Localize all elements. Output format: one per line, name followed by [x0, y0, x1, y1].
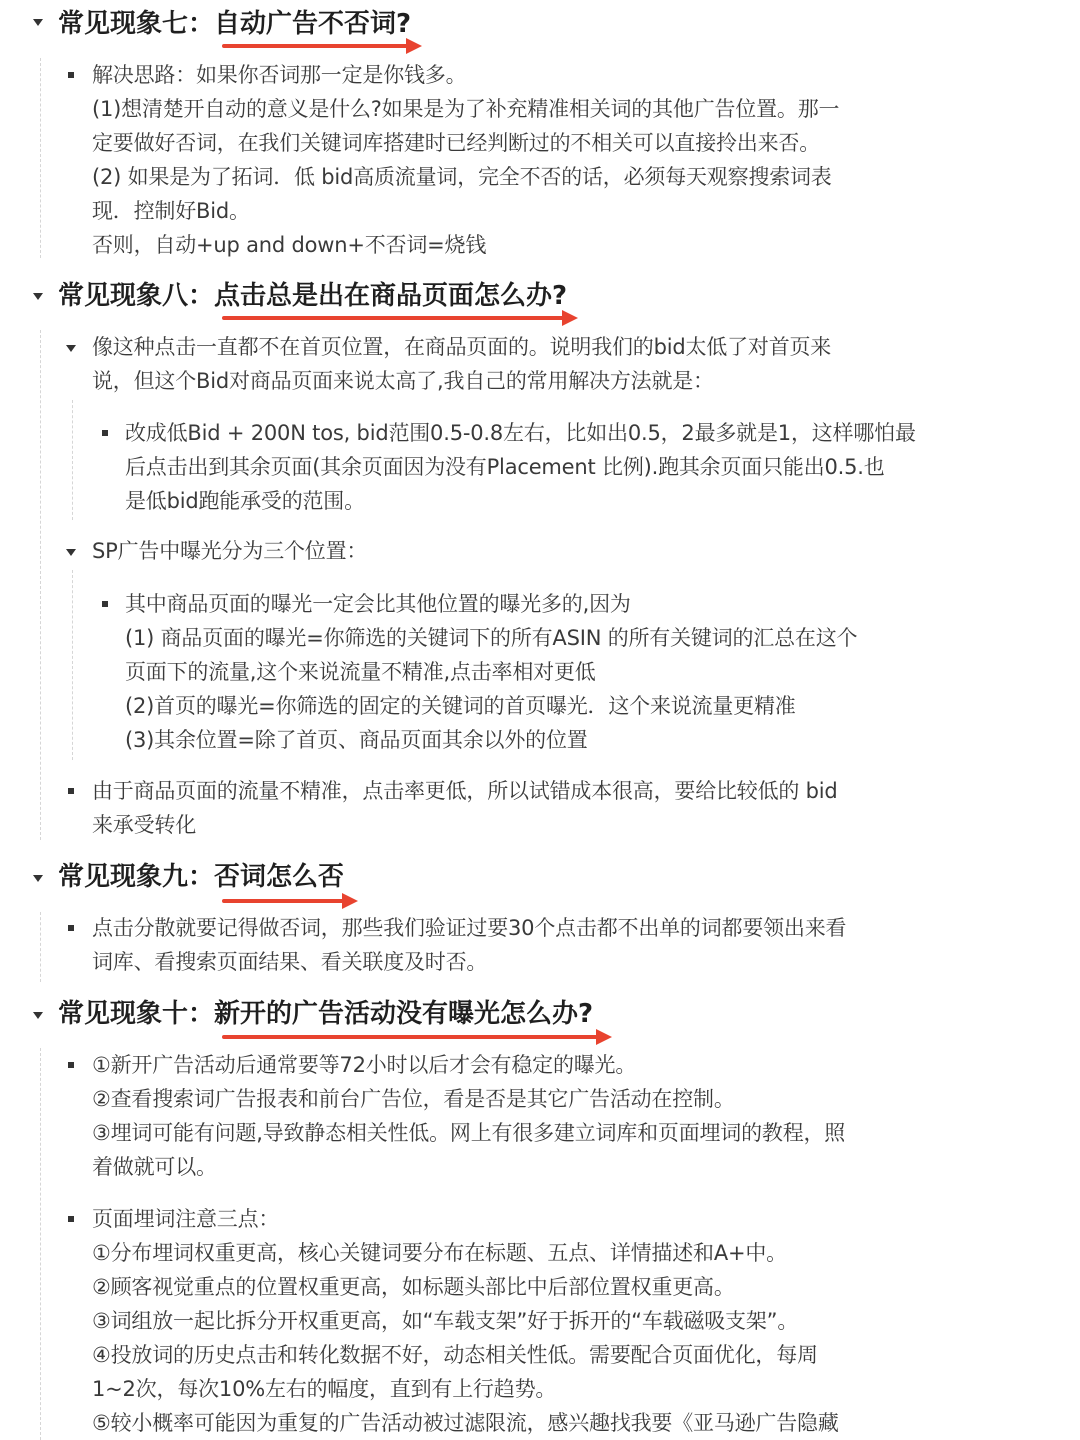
text-line: 页面下的流量,这个来说流量不精准,点击率相对更低	[125, 660, 596, 684]
section-10-heading: 常见现象十：新开的广告活动没有曝光怎么办?	[58, 999, 594, 1029]
text-line: ③埋词可能有问题,导致静态相关性低。网上有很多建立词库和页面埋词的教程，照	[92, 1121, 846, 1145]
text-line: ②查看搜索词广告报表和前台广告位，看是否是其它广告活动在控制。	[92, 1087, 735, 1111]
collapse-triangle-icon[interactable]	[66, 345, 76, 352]
bullet-icon	[68, 1062, 74, 1068]
collapse-triangle-icon[interactable]	[66, 549, 76, 556]
text-line: 像这种点击一直都不在首页位置，在商品页面的。说明我们的bid太低了对首页来	[92, 335, 832, 359]
text-line: ①分布埋词权重更高，核心关键词要分布在标题、五点、详情描述和A+中。	[92, 1241, 787, 1265]
text-line: ②顾客视觉重点的位置权重更高，如标题头部比中后部位置权重更高。	[92, 1275, 735, 1299]
red-arrow-icon	[222, 1032, 612, 1042]
text-line: 页面埋词注意三点：	[92, 1207, 280, 1231]
collapse-triangle-icon[interactable]	[33, 875, 43, 882]
text-line: 改成低Bid + 200N tos, bid范围0.5-0.8左右，比如出0.5，2最多就是1，这样哪怕最	[125, 421, 916, 445]
indent-guide	[40, 330, 41, 840]
text-line: 后点击出到其余页面(其余页面因为没有Placement 比例).跑其余页面只能出0.5.也	[125, 455, 885, 479]
collapse-triangle-icon[interactable]	[33, 19, 43, 26]
text-line: 说，但这个Bid对商品页面来说太高了,我自己的常用解决方法就是：	[92, 369, 714, 393]
bullet-icon	[68, 788, 74, 794]
text-line: (3)其余位置=除了首页、商品页面其余以外的位置	[125, 728, 588, 752]
indent-guide	[72, 570, 73, 760]
red-arrow-icon	[222, 41, 422, 51]
text-line: 是低bid跑能承受的范围。	[125, 489, 365, 513]
collapse-triangle-icon[interactable]	[33, 1012, 43, 1019]
section-7-heading: 常见现象七：自动广告不否词?	[58, 9, 412, 39]
text-line: ③词组放一起比拆分开权重更高，如“车载支架”好于拆开的“车载磁吸支架”。	[92, 1309, 799, 1333]
text-line: ①新开广告活动后通常要等72小时以后才会有稳定的曝光。	[92, 1053, 637, 1077]
indent-guide	[40, 912, 41, 982]
text-line: 其中商品页面的曝光一定会比其他位置的曝光多的,因为	[125, 592, 631, 616]
text-line: 词库、看搜索页面结果、看关联度及时否。	[92, 950, 488, 974]
red-arrow-icon	[222, 896, 358, 906]
text-line: 解决思路：如果你否词那一定是你钱多。	[92, 63, 467, 87]
text-line: 由于商品页面的流量不精准，点击率更低，所以试错成本很高，要给比较低的 bid	[92, 779, 838, 803]
bullet-icon	[68, 72, 74, 78]
text-line: 来承受转化	[92, 813, 196, 837]
indent-guide	[40, 1048, 41, 1440]
section-9-heading: 常见现象九：否词怎么否	[58, 862, 345, 892]
collapse-triangle-icon[interactable]	[33, 293, 43, 300]
text-line: (2) 如果是为了拓词．低 bid高质流量词，完全不否的话，必须每天观察搜索词表	[92, 165, 832, 189]
text-line: ⑤较小概率可能因为重复的广告活动被过滤限流，感兴趣找我要《亚马逊广告隐藏	[92, 1411, 839, 1435]
text-line: 着做就可以。	[92, 1155, 217, 1179]
red-arrow-icon	[222, 313, 578, 323]
bullet-icon	[68, 925, 74, 931]
text-line: 点击分散就要记得做否词，那些我们验证过要30个点击都不出单的词都要领出来看	[92, 916, 847, 940]
section-8-heading: 常见现象八：点击总是出在商品页面怎么办?	[58, 281, 568, 311]
text-line: (2)首页的曝光=你筛选的固定的关键词的首页曝光．这个来说流量更精准	[125, 694, 796, 718]
text-line: SP广告中曝光分为三个位置：	[92, 539, 368, 563]
text-line: (1)想清楚开自动的意义是什么?如果是为了补充精准相关词的其他广告位置。那一	[92, 97, 840, 121]
text-line: 现．控制好Bid。	[92, 199, 250, 223]
bullet-icon	[102, 430, 108, 436]
bullet-icon	[68, 1216, 74, 1222]
text-line: 否则，自动+up and down+不否词=烧钱	[92, 233, 487, 257]
text-line: ④投放词的历史点击和转化数据不好，动态相关性低。需要配合页面优化，每周	[92, 1343, 818, 1367]
indent-guide	[40, 58, 41, 258]
bullet-icon	[102, 601, 108, 607]
text-line: (1) 商品页面的曝光=你筛选的关键词下的所有ASIN 的所有关键词的汇总在这个	[125, 626, 858, 650]
indent-guide	[72, 400, 73, 520]
text-line: 定要做好否词，在我们关键词库搭建时已经判断过的不相关可以直接拎出来否。	[92, 131, 820, 155]
text-line: 1~2次，每次10%左右的幅度，直到有上行趋势。	[92, 1377, 557, 1401]
